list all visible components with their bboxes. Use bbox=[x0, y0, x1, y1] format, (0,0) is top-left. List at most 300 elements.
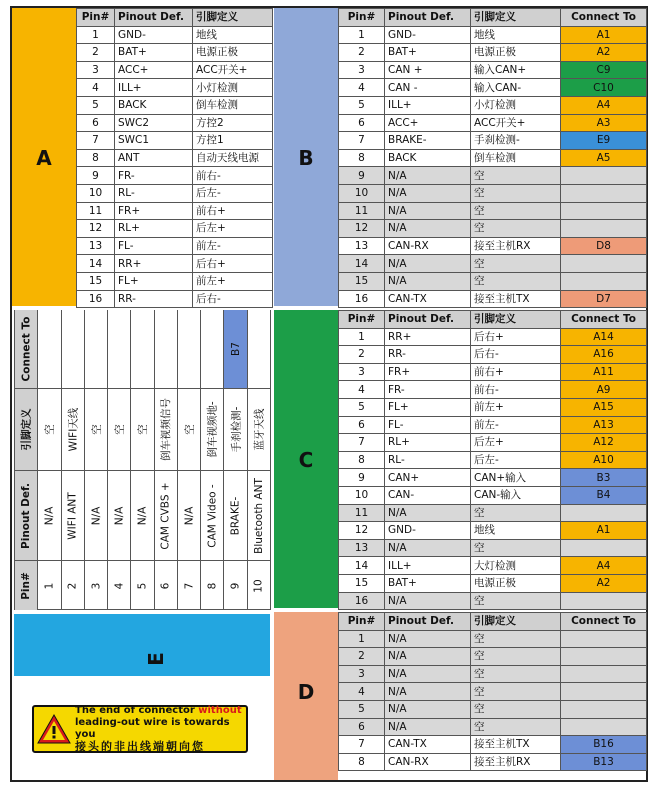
pin-cn: 手刹检测- bbox=[230, 406, 243, 453]
pin-definition-cn: 接至主机RX bbox=[471, 237, 561, 255]
pin-definition: CAN - bbox=[385, 79, 471, 97]
pin-definition-cn: 空 bbox=[471, 630, 561, 648]
connect-to bbox=[561, 630, 647, 648]
section-b-table bbox=[338, 8, 647, 308]
table-row bbox=[77, 290, 273, 308]
pin-def: BRAKE- bbox=[229, 496, 242, 535]
connect-to: A4 bbox=[561, 96, 647, 114]
pin-cn: 空 bbox=[90, 424, 103, 435]
pin-number: 10 bbox=[339, 184, 385, 202]
pin-definition: N/A bbox=[385, 272, 471, 290]
pin-definition-cn: CAN+输入 bbox=[471, 469, 561, 487]
pin-number: 13 bbox=[339, 237, 385, 255]
connect-to: B16 bbox=[561, 736, 647, 754]
pin-def: WIFI ANT bbox=[66, 491, 79, 540]
pin-definition-cn: 地线 bbox=[471, 26, 561, 44]
table-row bbox=[339, 434, 647, 452]
pin-definition: BACK bbox=[385, 149, 471, 167]
table-row bbox=[77, 149, 273, 167]
pin-cell bbox=[178, 310, 200, 388]
pin-definition-cn: 大灯检测 bbox=[471, 557, 561, 575]
pin-definition: RR- bbox=[385, 346, 471, 364]
pin-definition-cn: 后右+ bbox=[471, 328, 561, 346]
pin-definition: N/A bbox=[385, 648, 471, 666]
connect-to: A5 bbox=[561, 149, 647, 167]
pin-definition: N/A bbox=[385, 167, 471, 185]
header-def: Pinout Def. bbox=[385, 9, 471, 27]
pin-number: 5 bbox=[339, 398, 385, 416]
pin-cell bbox=[38, 470, 60, 560]
pin-number: 3 bbox=[339, 363, 385, 381]
pin-number: 12 bbox=[339, 522, 385, 540]
pin-definition: RL- bbox=[115, 184, 193, 202]
pin-definition-cn: 前左+ bbox=[193, 272, 273, 290]
pin-definition: FR- bbox=[385, 381, 471, 399]
pin-definition-cn: 前右- bbox=[193, 167, 273, 185]
table-row bbox=[77, 220, 273, 238]
note-line3: 接头的非出线端朝向您 bbox=[75, 740, 205, 753]
pin-cn: 空 bbox=[136, 424, 149, 435]
table-row bbox=[339, 96, 647, 114]
connect-to: C10 bbox=[561, 79, 647, 97]
pin-def: N/A bbox=[113, 506, 126, 525]
table-row bbox=[339, 753, 647, 771]
connect-to bbox=[561, 718, 647, 736]
header-pin: Pin# bbox=[339, 9, 385, 27]
pin-definition: N/A bbox=[385, 665, 471, 683]
table-row bbox=[77, 255, 273, 273]
pin-definition: SWC2 bbox=[115, 114, 193, 132]
connect-to: A15 bbox=[561, 398, 647, 416]
pin-definition: SWC1 bbox=[115, 132, 193, 150]
pin-definition-cn: 后左+ bbox=[471, 434, 561, 452]
connect-to: A11 bbox=[561, 363, 647, 381]
pin-number: 4 bbox=[339, 683, 385, 701]
pin-definition-cn: 空 bbox=[471, 202, 561, 220]
pin-cell bbox=[62, 470, 84, 560]
connect-to bbox=[561, 665, 647, 683]
connector-orientation-note bbox=[32, 705, 248, 753]
pin-definition: RR+ bbox=[115, 255, 193, 273]
pin-definition-cn: ACC开关+ bbox=[471, 114, 561, 132]
pin-number: 8 bbox=[339, 753, 385, 771]
pin-definition-cn: 空 bbox=[471, 272, 561, 290]
pin-number: 4 bbox=[339, 79, 385, 97]
connect-to: A14 bbox=[561, 328, 647, 346]
pin-number: 2 bbox=[339, 346, 385, 364]
pin-definition: N/A bbox=[385, 504, 471, 522]
connect-to: A1 bbox=[561, 522, 647, 540]
pin-definition: CAN- bbox=[385, 486, 471, 504]
pin-definition: CAN+ bbox=[385, 469, 471, 487]
pin-number: 6 bbox=[339, 114, 385, 132]
pin-number: 2 bbox=[77, 44, 115, 62]
connect-to: A2 bbox=[561, 44, 647, 62]
pin-definition: ILL+ bbox=[385, 96, 471, 114]
pin-number: 15 bbox=[339, 272, 385, 290]
pin-definition-cn: CAN-输入 bbox=[471, 486, 561, 504]
table-row bbox=[77, 167, 273, 185]
header-def: Pinout Def. bbox=[115, 9, 193, 27]
pin-definition-cn: 前右- bbox=[471, 381, 561, 399]
pin-definition: FL+ bbox=[115, 272, 193, 290]
table-row bbox=[77, 272, 273, 290]
pin-definition-cn: 空 bbox=[471, 539, 561, 557]
pin-cell bbox=[201, 388, 223, 470]
table-row bbox=[77, 61, 273, 79]
header-cell bbox=[15, 560, 37, 610]
pin-cell bbox=[178, 388, 200, 470]
table-row bbox=[339, 557, 647, 575]
table-row bbox=[339, 736, 647, 754]
table-row bbox=[339, 381, 647, 399]
pin-to: B7 bbox=[229, 342, 242, 356]
pin-column bbox=[62, 310, 85, 610]
table-row bbox=[339, 416, 647, 434]
pin-definition-cn: 空 bbox=[471, 648, 561, 666]
connect-to: B13 bbox=[561, 753, 647, 771]
pin-definition-cn: 空 bbox=[471, 184, 561, 202]
connect-to: A9 bbox=[561, 381, 647, 399]
pin-cell bbox=[248, 560, 270, 610]
table-row bbox=[339, 328, 647, 346]
pin-definition-cn: 手刹检测- bbox=[471, 132, 561, 150]
pin-cell bbox=[248, 310, 270, 388]
connect-to: A3 bbox=[561, 114, 647, 132]
pin-cell bbox=[108, 470, 130, 560]
table-row bbox=[339, 167, 647, 185]
pin-number: 9 bbox=[339, 469, 385, 487]
pin-definition: FR+ bbox=[385, 363, 471, 381]
pin-number: 12 bbox=[77, 220, 115, 238]
pin-column bbox=[85, 310, 108, 610]
pin-definition: BAT+ bbox=[385, 44, 471, 62]
pin-definition-cn: 后右- bbox=[193, 290, 273, 308]
pin-number: 11 bbox=[77, 202, 115, 220]
section-a-label: A bbox=[36, 146, 52, 170]
pin-cell bbox=[224, 388, 246, 470]
pin-number: 10 bbox=[339, 486, 385, 504]
pin-number: 7 bbox=[77, 132, 115, 150]
pin-number: 10 bbox=[77, 184, 115, 202]
warning-icon bbox=[37, 712, 71, 746]
pin-number: 7 bbox=[339, 736, 385, 754]
pin-pin: 7 bbox=[183, 582, 196, 589]
table-row bbox=[339, 630, 647, 648]
pin-number: 6 bbox=[339, 416, 385, 434]
header-connect: Connect To bbox=[561, 613, 647, 631]
pin-definition: RL+ bbox=[385, 434, 471, 452]
pin-number: 8 bbox=[339, 451, 385, 469]
pin-definition: N/A bbox=[385, 592, 471, 610]
pin-number: 8 bbox=[77, 149, 115, 167]
pin-definition-cn: 空 bbox=[471, 167, 561, 185]
pin-definition-cn: 前左- bbox=[193, 237, 273, 255]
header-cell bbox=[15, 470, 37, 560]
pin-cell bbox=[178, 470, 200, 560]
connect-to: A2 bbox=[561, 574, 647, 592]
header-label: 引脚定义 bbox=[20, 408, 33, 451]
pin-number: 13 bbox=[339, 539, 385, 557]
table-row bbox=[77, 96, 273, 114]
connect-to bbox=[561, 592, 647, 610]
connect-to: A1 bbox=[561, 26, 647, 44]
table-row bbox=[339, 683, 647, 701]
pin-definition: N/A bbox=[385, 202, 471, 220]
pin-definition-cn: 后右+ bbox=[193, 255, 273, 273]
header-pin: Pin# bbox=[77, 9, 115, 27]
connect-to: B3 bbox=[561, 469, 647, 487]
pin-def: CAM CVBS + bbox=[159, 481, 172, 550]
pin-number: 7 bbox=[339, 434, 385, 452]
header-label: Connect To bbox=[20, 316, 33, 382]
table-row bbox=[339, 220, 647, 238]
pin-definition: RR- bbox=[115, 290, 193, 308]
pin-definition-cn: 电源正极 bbox=[471, 44, 561, 62]
pin-definition: FL- bbox=[385, 416, 471, 434]
pin-definition-cn: 输入CAN- bbox=[471, 79, 561, 97]
pin-cn: 倒车视频地- bbox=[206, 401, 219, 458]
pin-column bbox=[38, 310, 61, 610]
connect-to bbox=[561, 220, 647, 238]
pin-definition: ILL+ bbox=[385, 557, 471, 575]
table-row bbox=[77, 132, 273, 150]
table-row bbox=[339, 665, 647, 683]
pin-definition-cn: 地线 bbox=[193, 26, 273, 44]
pin-definition: N/A bbox=[385, 220, 471, 238]
pin-definition-cn: 前右+ bbox=[193, 202, 273, 220]
header-cell bbox=[15, 310, 37, 388]
pin-definition: ILL+ bbox=[115, 79, 193, 97]
connect-to: A12 bbox=[561, 434, 647, 452]
pin-definition: FL+ bbox=[385, 398, 471, 416]
header-cn: 引脚定义 bbox=[471, 311, 561, 329]
pin-number: 3 bbox=[339, 665, 385, 683]
pin-pin: 1 bbox=[43, 582, 56, 589]
pin-definition: CAN-RX bbox=[385, 753, 471, 771]
pin-pin: 3 bbox=[89, 582, 102, 589]
pin-definition: BAT+ bbox=[115, 44, 193, 62]
section-a-table bbox=[76, 8, 273, 308]
pin-number: 5 bbox=[77, 96, 115, 114]
pin-definition-cn: 电源正极 bbox=[193, 44, 273, 62]
pin-definition-cn: 接至主机TX bbox=[471, 290, 561, 308]
pin-column bbox=[201, 310, 224, 610]
pin-cell bbox=[108, 388, 130, 470]
table-row bbox=[77, 44, 273, 62]
pin-definition: FL- bbox=[115, 237, 193, 255]
pin-def: N/A bbox=[183, 506, 196, 525]
table-row bbox=[77, 202, 273, 220]
header-cn: 引脚定义 bbox=[471, 9, 561, 27]
pin-number: 5 bbox=[339, 700, 385, 718]
pin-definition: N/A bbox=[385, 718, 471, 736]
pin-definition: N/A bbox=[385, 184, 471, 202]
pin-definition-cn: 倒车检测 bbox=[193, 96, 273, 114]
table-row bbox=[339, 132, 647, 150]
header-pin: Pin# bbox=[339, 613, 385, 631]
section-d-table bbox=[338, 612, 647, 771]
pin-cell bbox=[248, 388, 270, 470]
pin-number: 16 bbox=[77, 290, 115, 308]
table-row bbox=[339, 363, 647, 381]
pin-number: 16 bbox=[339, 290, 385, 308]
pin-pin: 8 bbox=[206, 582, 219, 589]
pin-definition: CAN-TX bbox=[385, 290, 471, 308]
header-connect: Connect To bbox=[561, 311, 647, 329]
section-c-table bbox=[338, 310, 647, 610]
connect-to bbox=[561, 255, 647, 273]
table-row bbox=[339, 574, 647, 592]
table-row bbox=[339, 114, 647, 132]
pin-definition-cn: 后左+ bbox=[193, 220, 273, 238]
pin-number: 9 bbox=[77, 167, 115, 185]
header-cn: 引脚定义 bbox=[193, 9, 273, 27]
pin-definition-cn: 前右+ bbox=[471, 363, 561, 381]
pin-definition: GND- bbox=[385, 522, 471, 540]
table-row bbox=[339, 718, 647, 736]
pin-cell bbox=[201, 470, 223, 560]
pin-definition-cn: 空 bbox=[471, 665, 561, 683]
pin-definition-cn: 方控1 bbox=[193, 132, 273, 150]
connect-to bbox=[561, 539, 647, 557]
pin-definition-cn: 前左+ bbox=[471, 398, 561, 416]
pin-definition: RR+ bbox=[385, 328, 471, 346]
header-cell bbox=[15, 388, 37, 470]
pin-definition: FR- bbox=[115, 167, 193, 185]
pin-cell bbox=[155, 310, 177, 388]
pin-number: 14 bbox=[77, 255, 115, 273]
pin-column bbox=[108, 310, 131, 610]
pin-definition-cn: 空 bbox=[471, 700, 561, 718]
pin-definition-cn: 空 bbox=[471, 255, 561, 273]
pin-definition: BAT+ bbox=[385, 574, 471, 592]
pin-number: 4 bbox=[77, 79, 115, 97]
pin-cell bbox=[201, 560, 223, 610]
pin-definition: CAN-RX bbox=[385, 237, 471, 255]
table-row bbox=[77, 114, 273, 132]
pin-definition: RL+ bbox=[115, 220, 193, 238]
pin-cell bbox=[108, 310, 130, 388]
pin-definition-cn: 空 bbox=[471, 592, 561, 610]
pin-definition: N/A bbox=[385, 683, 471, 701]
connect-to bbox=[561, 504, 647, 522]
pin-cn: 空 bbox=[43, 424, 56, 435]
pin-pin: 5 bbox=[136, 582, 149, 589]
pin-number: 16 bbox=[339, 592, 385, 610]
table-row bbox=[339, 202, 647, 220]
pin-number: 3 bbox=[77, 61, 115, 79]
pin-cell bbox=[62, 310, 84, 388]
pin-definition: GND- bbox=[115, 26, 193, 44]
table-row bbox=[339, 398, 647, 416]
pin-cell bbox=[178, 560, 200, 610]
pin-pin: 10 bbox=[252, 578, 265, 593]
table-row bbox=[339, 237, 647, 255]
pin-definition-cn: 后左- bbox=[193, 184, 273, 202]
pin-number: 5 bbox=[339, 96, 385, 114]
table-row bbox=[339, 79, 647, 97]
pin-definition-cn: 电源正极 bbox=[471, 574, 561, 592]
pin-def: Bluetooth ANT bbox=[252, 477, 265, 554]
pin-definition-cn: 前左- bbox=[471, 416, 561, 434]
pin-definition: CAN-TX bbox=[385, 736, 471, 754]
note-line2: leading-out wire is towards you bbox=[75, 717, 230, 740]
pin-cell bbox=[224, 470, 246, 560]
pin-definition-cn: 小灯检测 bbox=[193, 79, 273, 97]
pin-number: 15 bbox=[339, 574, 385, 592]
pin-definition-cn: 空 bbox=[471, 683, 561, 701]
connect-to: B4 bbox=[561, 486, 647, 504]
pin-number: 14 bbox=[339, 255, 385, 273]
pin-definition-cn: 空 bbox=[471, 504, 561, 522]
pin-number: 7 bbox=[339, 132, 385, 150]
pin-number: 1 bbox=[339, 26, 385, 44]
pin-definition: CAN + bbox=[385, 61, 471, 79]
pin-definition-cn: 接至主机TX bbox=[471, 736, 561, 754]
pin-cell bbox=[62, 388, 84, 470]
table-row bbox=[339, 469, 647, 487]
pin-definition-cn: 后左- bbox=[471, 451, 561, 469]
pin-definition: GND- bbox=[385, 26, 471, 44]
header-column bbox=[15, 310, 38, 610]
connect-to bbox=[561, 683, 647, 701]
pin-definition-cn: 输入CAN+ bbox=[471, 61, 561, 79]
connect-to bbox=[561, 272, 647, 290]
pin-pin: 4 bbox=[113, 582, 126, 589]
pin-cell bbox=[108, 560, 130, 610]
pin-cell bbox=[85, 470, 107, 560]
pin-cn: 蓝牙天线 bbox=[253, 408, 266, 451]
header-cn: 引脚定义 bbox=[471, 613, 561, 631]
connect-to: A4 bbox=[561, 557, 647, 575]
table-row bbox=[339, 486, 647, 504]
header-pin: Pin# bbox=[339, 311, 385, 329]
header-connect: Connect To bbox=[561, 9, 647, 27]
pin-cell bbox=[38, 310, 60, 388]
pin-number: 6 bbox=[77, 114, 115, 132]
pin-cell bbox=[85, 310, 107, 388]
pin-cell bbox=[248, 470, 270, 560]
table-row bbox=[339, 61, 647, 79]
pin-definition-cn: 接至主机RX bbox=[471, 753, 561, 771]
pin-definition-cn: 倒车检测 bbox=[471, 149, 561, 167]
note-line1-emphasis: without bbox=[198, 705, 242, 716]
table-row bbox=[77, 79, 273, 97]
pin-cell bbox=[85, 388, 107, 470]
table-row bbox=[339, 522, 647, 540]
pin-column bbox=[248, 310, 271, 610]
connect-to: D8 bbox=[561, 237, 647, 255]
pin-definition: N/A bbox=[385, 700, 471, 718]
pin-definition-cn: 空 bbox=[471, 718, 561, 736]
pin-number: 1 bbox=[77, 26, 115, 44]
pin-number: 13 bbox=[77, 237, 115, 255]
pin-definition: N/A bbox=[385, 539, 471, 557]
pin-cell bbox=[155, 388, 177, 470]
connect-to: A16 bbox=[561, 346, 647, 364]
pin-definition: N/A bbox=[385, 255, 471, 273]
pin-definition: BACK bbox=[115, 96, 193, 114]
pin-column bbox=[224, 310, 247, 610]
pin-number: 1 bbox=[339, 328, 385, 346]
table-row bbox=[339, 504, 647, 522]
pin-definition-cn: 小灯检测 bbox=[471, 96, 561, 114]
pin-def: N/A bbox=[136, 506, 149, 525]
table-row bbox=[339, 272, 647, 290]
pin-def: N/A bbox=[43, 506, 56, 525]
connect-to: E9 bbox=[561, 132, 647, 150]
